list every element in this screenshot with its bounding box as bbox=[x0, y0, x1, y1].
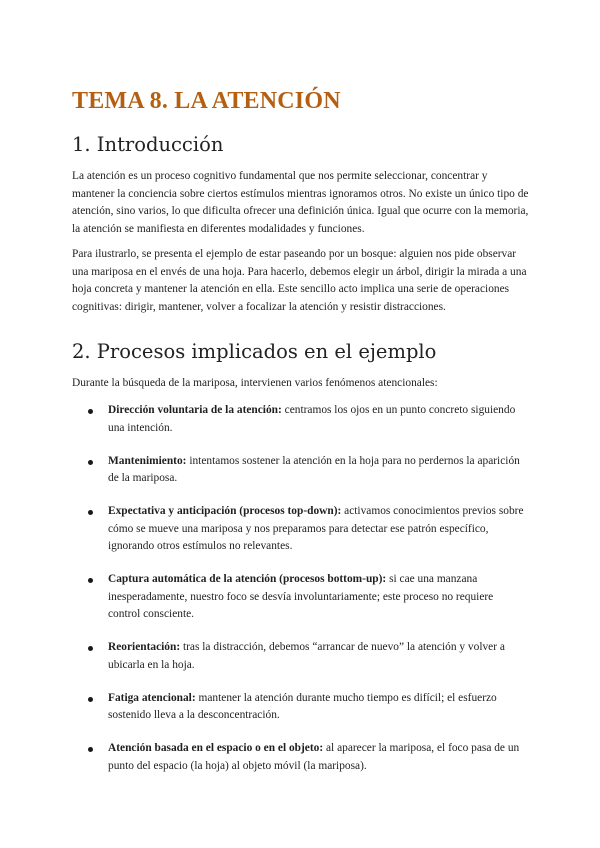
bullet-item-expectativa bbox=[72, 503, 528, 556]
bullet-text: si cae una manzana inesperadamente, nuestro foco se desvía involuntariamente; este proceso no requiere control consciente. bbox=[108, 573, 494, 620]
bullet-text: activamos conocimientos previos sobre cómo se mueve una mariposa y nos preparamos para detectar ese patrón específico, ignorando otros estímulos no relevantes. bbox=[108, 505, 524, 552]
bullet-text: mantener la atención durante mucho tiempo es difícil; el esfuerzo sostenido lleva a la desconcentración. bbox=[108, 691, 497, 721]
bullet-term: Atención basada en el espacio o en el objeto: bbox=[108, 742, 324, 754]
bullet-text: tras la distracción, debemos “arrancar de nuevo” la atención y volver a ubicarla en la hoja. bbox=[108, 641, 505, 671]
section-heading-procesos: 2. Procesos implicados en el ejemplo bbox=[72, 340, 437, 363]
bullet-dot-icon bbox=[88, 578, 93, 583]
bullet-item-reorientacion bbox=[72, 639, 528, 674]
bullet-term: Mantenimiento: bbox=[108, 454, 187, 467]
bullet-item-fatiga bbox=[72, 690, 528, 725]
bullet-text: centramos los ojos en un punto concreto siguiendo una intención. bbox=[108, 404, 516, 434]
bullet-item-espacio-objeto bbox=[72, 740, 528, 775]
bullet-item-mantenimiento bbox=[72, 453, 528, 488]
bullet-text: intentamos sostener la atención en la hoja para no perdernos la aparición de la mariposa. bbox=[108, 454, 520, 484]
bullet-term: Reorientación: bbox=[108, 641, 181, 653]
intro-paragraph-example: Para ilustrarlo, se presenta el ejemplo de estar paseando por un bosque: alguien nos pide observar una mariposa en el envés de una hoja. Para hacerlo, debemos elegir un árbol, dirigir la mirada a una hoja concreta y mantener la atención en ella. Este sencillo acto implica una serie de operaciones cognitivas: dirigir, mantener, volver a focalizar la atención y resistir distracciones. bbox=[72, 248, 527, 313]
bullet-dot-icon bbox=[88, 460, 93, 465]
procesos-bullet-list bbox=[72, 402, 528, 791]
bullet-dot-icon bbox=[88, 510, 93, 515]
intro-paragraph-definition: La atención es un proceso cognitivo fundamental que nos permite seleccionar, concentrar y mantener la conciencia sobre ciertos estímulos mientras ignoramos otros. No existe un único tipo de atención, sino varios, lo que dificulta ofrecer una definición única. Igual que ocurre con la memoria, la atención se manifiesta en diferentes modalidades y funciones. bbox=[72, 170, 529, 235]
bullet-item-direccion bbox=[72, 402, 528, 437]
bullet-term: Fatiga atencional: bbox=[108, 691, 196, 704]
bullet-dot-icon bbox=[88, 747, 93, 752]
bullet-term: Captura automática de la atención (procesos bottom-up): bbox=[108, 573, 387, 585]
section-heading-introduccion: 1. Introducción bbox=[72, 133, 224, 156]
bullet-dot-icon bbox=[88, 409, 93, 414]
document-title: TEMA 8. LA ATENCIÓN bbox=[72, 88, 341, 114]
bullet-dot-icon bbox=[88, 646, 93, 651]
bullet-dot-icon bbox=[88, 697, 93, 702]
bullet-item-captura bbox=[72, 571, 528, 624]
procesos-intro-paragraph: Durante la búsqueda de la mariposa, intervienen varios fenómenos atencionales: bbox=[72, 377, 438, 389]
bullet-term: Dirección voluntaria de la atención: bbox=[108, 404, 282, 416]
bullet-text: al aparecer la mariposa, el foco pasa de un punto del espacio (la hoja) al objeto móvil (la mariposa). bbox=[108, 742, 520, 772]
bullet-term: Expectativa y anticipación (procesos top-down): bbox=[108, 505, 342, 517]
